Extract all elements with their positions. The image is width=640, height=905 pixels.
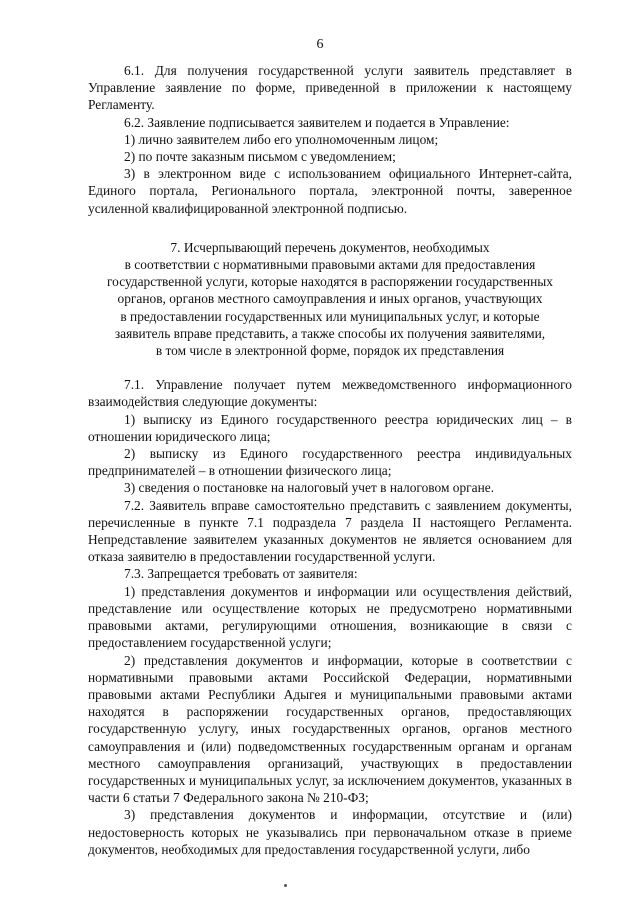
list-item-7-1-1: 1) выписку из Единого государственного реестра юридических лиц – в отношении юридического лица; xyxy=(88,411,572,444)
heading-line: государственной услуги, которые находятся в распоряжении государственных xyxy=(107,274,553,290)
paragraph-7-3: 7.3. Запрещается требовать от заявителя: xyxy=(124,566,358,582)
list-item-7-3-3: 3) представления документов и информации, отсутствие и (или) недостоверность которых не указывались при первоначальном отказе в приеме документов, необходимых для предоставления государственной услуги, либо xyxy=(88,807,572,857)
list-item-7-3-2: 2) представления документов и информации, которые в соответствии с нормативными правовыми актами Российской Федерации, нормативными правовыми актами Республики Адыгея и муниципальными правовыми актами находятся в распоряжении государственных органов, предоставляющих государственную услугу, иных государственных органов, органов местного самоуправления и (или) подведомственных государственным органам и органам местного самоуправления организаций, участвующих в предоставлении государственных и муниципальных услуг, за исключением документов, указанных в части 6 статьи 7 Федерального закона № 210-ФЗ; xyxy=(88,652,572,806)
footer-dot xyxy=(284,884,287,887)
list-item-6-2-2: 2) по почте заказным письмом с уведомлением; xyxy=(124,149,396,165)
heading-line: в предоставлении государственных или муниципальных услуг, и которые xyxy=(120,308,540,324)
heading-line: 7. Исчерпывающий перечень документов, необходимых xyxy=(170,239,490,255)
heading-line: заявитель вправе представить, а также способы их получения заявителями, xyxy=(114,325,546,341)
heading-line: органов, органов местного самоуправления и иных органов, участвующих xyxy=(117,291,543,307)
page-body xyxy=(88,62,572,858)
paragraph-6-2: 6.2. Заявление подписывается заявителем и подается в Управление: xyxy=(124,114,510,130)
paragraph-6-1: 6.1. Для получения государственной услуги заявитель представляет в Управление заявление по форме, приведенной в приложении к настоящему Регламенту. xyxy=(88,63,572,113)
list-item-6-2-1: 1) лично заявителем либо его уполномоченным лицом; xyxy=(124,131,439,147)
list-item-7-3-1: 1) представления документов и информации или осуществления действий, представление или осуществление которых не предусмотрено нормативными правовыми актами, регулирующими отношения, возникающие в связи с предоставлением государственной услуги; xyxy=(88,583,572,651)
page-number: 6 xyxy=(316,37,324,52)
heading-line: в том числе в электронной форме, порядок их представления xyxy=(155,343,505,359)
list-item-7-1-3: 3) сведения о постановке на налоговый учет в налоговом органе. xyxy=(124,480,495,496)
paragraph-7-2: 7.2. Заявитель вправе самостоятельно представить с заявлением документы, перечисленные в пункте 7.1 подраздела 7 раздела II настоящего Регламента. Непредставление заявителем указанных документов не является основанием для отказа заявителю в предоставлении государственной услуги. xyxy=(88,497,572,565)
heading-line: в соответствии с нормативными правовыми актами для предоставления xyxy=(124,257,536,273)
list-item-7-1-2: 2) выписку из Единого государственного реестра индивидуальных предпринимателей – в отношении физического лица; xyxy=(88,446,572,479)
paragraph-7-1: 7.1. Управление получает путем межведомственного информационного взаимодействия следующие документы: xyxy=(88,377,572,410)
section-7-heading xyxy=(88,239,572,359)
list-item-6-2-3: 3) в электронном виде с использованием официального Интернет-сайта, Единого портала, Регионального портала, электронной почты, заверенное усиленной квалифицированной электронной подписью. xyxy=(88,166,572,216)
